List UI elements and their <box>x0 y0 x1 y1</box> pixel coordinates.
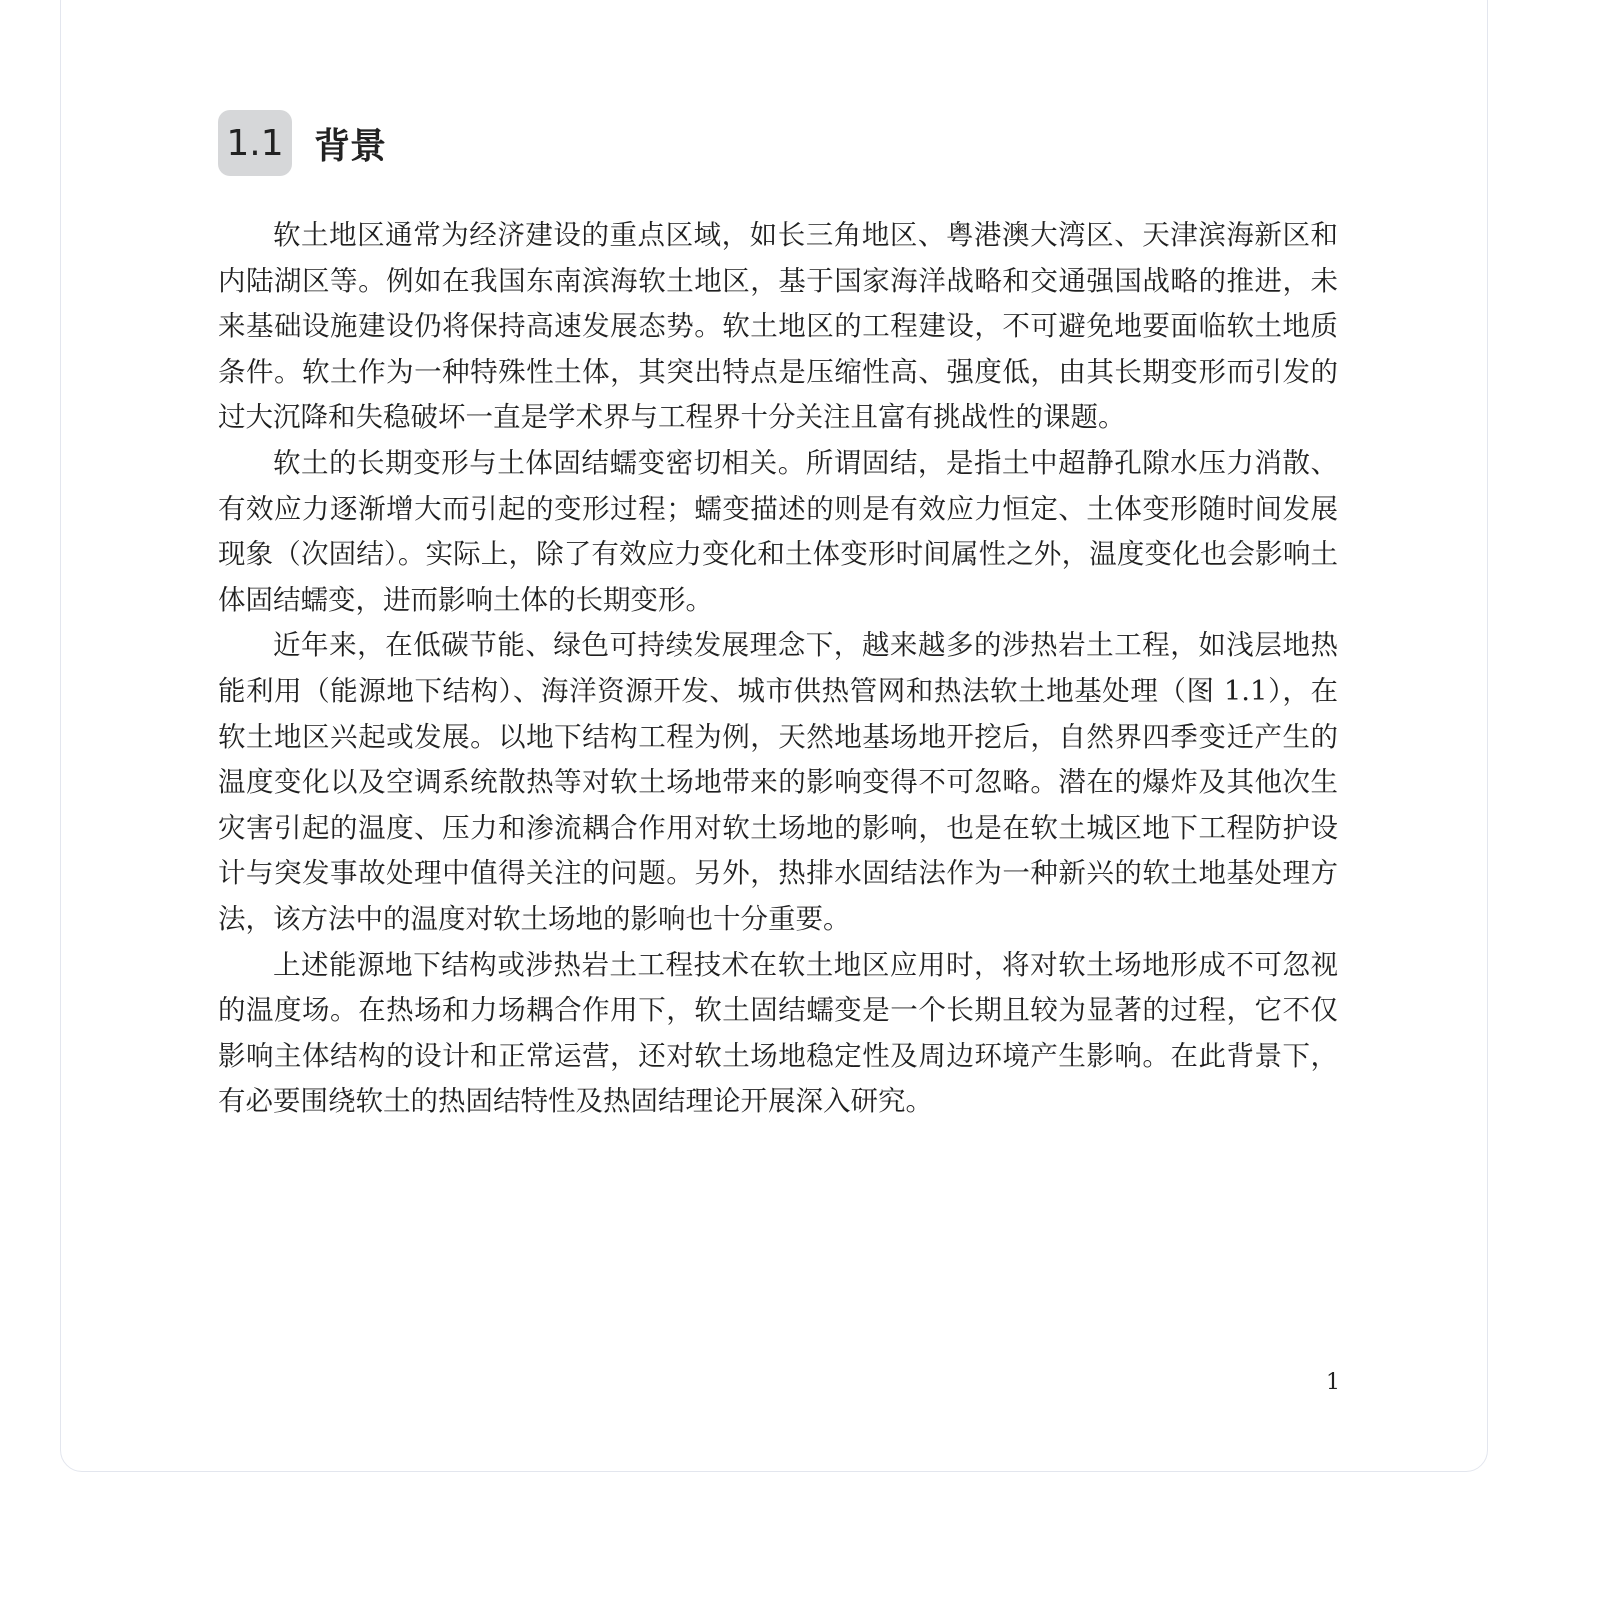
section-heading <box>218 110 386 176</box>
paragraph: 软土地区通常为经济建设的重点区域，如长三角地区、粤港澳大湾区、天津滨海新区和内陆湖区等。例如在我国东南滨海软土地区，基于国家海洋战略和交通强国战略的推进，未来基础设施建设仍将保持高速发展态势。软土地区的工程建设，不可避免地要面临软土地质条件。软土作为一种特殊性土体，其突出特点是压缩性高、强度低，由其长期变形而引发的过大沉降和失稳破坏一直是学术界与工程界十分关注且富有挑战性的课题。 <box>218 219 1338 434</box>
page-number: 1 <box>1326 1370 1340 1395</box>
section-number-badge: 1.1 <box>218 110 292 176</box>
paragraph: 软土的长期变形与土体固结蠕变密切相关。所谓固结，是指土中超静孔隙水压力消散、有效应力逐渐增大而引起的变形过程；蠕变描述的则是有效应力恒定、土体变形随时间发展现象（次固结）。实际上，除了有效应力变化和土体变形时间属性之外，温度变化也会影响土体固结蠕变，进而影响土体的长期变形。 <box>218 446 1338 616</box>
body-text <box>218 213 1338 1125</box>
section-title: 背景 <box>314 125 387 167</box>
paragraph: 近年来，在低碳节能、绿色可持续发展理念下，越来越多的涉热岩土工程，如浅层地热能利用（能源地下结构）、海洋资源开发、城市供热管网和热法软土地基处理（图 1.1），在软土地区兴起或发展。以地下结构工程为例，天然地基场地开挖后，自然界四季变迁产生的温度变化以及空调系统散热等对软土场地带来的影响变得不可忽略。潜在的爆炸及其他次生灾害引起的温度、压力和渗流耦合作用对软土场地的影响，也是在软土城区地下工程防护设计与突发事故处理中值得关注的问题。另外，热排水固结法作为一种新兴的软土地基处理方法，该方法中的温度对软土场地的影响也十分重要。 <box>218 629 1338 935</box>
paragraph: 上述能源地下结构或涉热岩土工程技术在软土地区应用时，将对软土场地形成不可忽视的温度场。在热场和力场耦合作用下，软土固结蠕变是一个长期且较为显著的过程，它不仅影响主体结构的设计和正常运营，还对软土场地稳定性及周边环境产生影响。在此背景下，有必要围绕软土的热固结特性及热固结理论开展深入研究。 <box>218 948 1338 1118</box>
